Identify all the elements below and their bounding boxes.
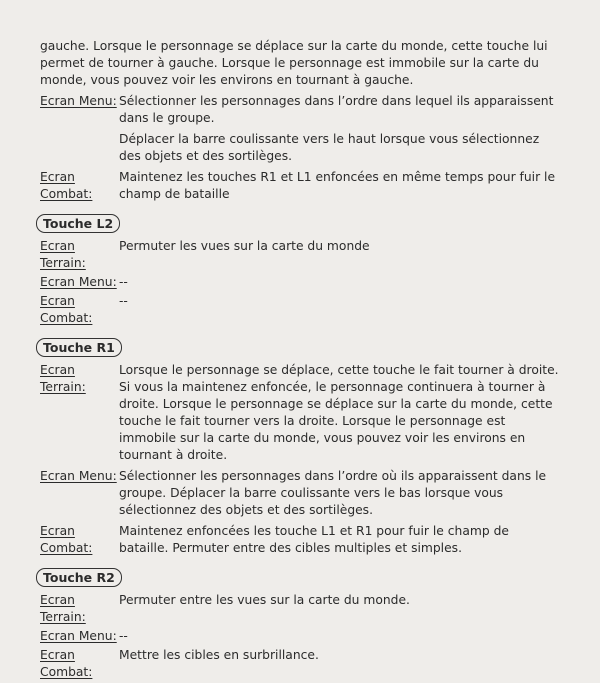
entry-label: Ecran Terrain: [40,363,86,394]
entry-text: Maintenez enfoncées les touche L1 et R1 pour fuir le champ de bataille. Permuter entre des cibles multiples et simples. [119,524,509,555]
entry-row [40,592,560,626]
entry-label: Ecran Menu: [40,629,117,643]
entry-text: Lorsque le personnage se déplace, cette touche le fait tourner à droite. Si vous la maintenez enfoncée, le personnage continuera à tourner à droite. Lorsque le personnage se déplace sur la carte du monde, cette touche le fait tourner vers la droite. Lorsque le personnage est immobile sur la carte du monde, vous pouvez voir les environs en tournant à droite. [119,363,559,462]
section-touche-r2 [40,567,560,681]
section-touche-l2 [40,213,560,327]
entry-row [40,523,560,557]
entry-row [40,238,560,272]
entry-row [40,93,560,165]
entry-row [40,647,560,681]
section-touche-r1 [40,337,560,557]
entry-text: -- [119,629,128,643]
entry-row [40,293,560,327]
entry-text: Maintenez les touches R1 et L1 enfoncées en même temps pour fuir le champ de bataille [119,170,556,201]
entry-text: -- [119,275,128,289]
entry-row [40,628,560,645]
entry-row [40,169,560,203]
section-heading: Touche L2 [36,214,120,233]
entry-label: Ecran Combat: [40,294,93,325]
entry-label: Ecran Menu: [40,275,117,289]
entry-row [40,468,560,519]
section-heading: Touche R1 [36,338,122,357]
entry-label: Ecran Combat: [40,170,93,201]
entry-line: Déplacer la barre coulissante vers le haut lorsque vous sélectionnez des objets et des sortilèges. [119,132,540,163]
entry-text: Permuter entre les vues sur la carte du monde. [119,593,410,607]
entry-text: Sélectionner les personnages dans l’ordre où ils apparaissent dans le groupe. Déplacer la barre coulissante vers le bas lorsque vous sélectionnez des objets et des sortilèges. [119,469,547,517]
entry-label: Ecran Combat: [40,648,93,679]
entry-label: Ecran Menu: [40,469,117,483]
entry-text: -- [119,294,128,308]
entry-label: Ecran Menu: [40,94,117,108]
entry-label: Ecran Terrain: [40,593,86,624]
entry-label: Ecran Combat: [40,524,93,555]
entry-line: Sélectionner les personnages dans l’ordre dans lequel ils apparaissent dans le groupe. [119,94,554,125]
entry-text: Mettre les cibles en surbrillance. [119,648,319,662]
intro-paragraph: gauche. Lorsque le personnage se déplace sur la carte du monde, cette touche lui permet de tourner à gauche. Lorsque le personnage est immobile sur la carte du monde, vous pouvez voir les environs en tournant à gauche. [40,39,548,87]
manual-page [40,38,560,683]
entry-row [40,274,560,291]
entry-row [40,362,560,464]
entry-text [119,93,560,165]
entry-text: Permuter les vues sur la carte du monde [119,239,370,253]
entry-label: Ecran Terrain: [40,239,86,270]
section-heading: Touche R2 [36,568,122,587]
